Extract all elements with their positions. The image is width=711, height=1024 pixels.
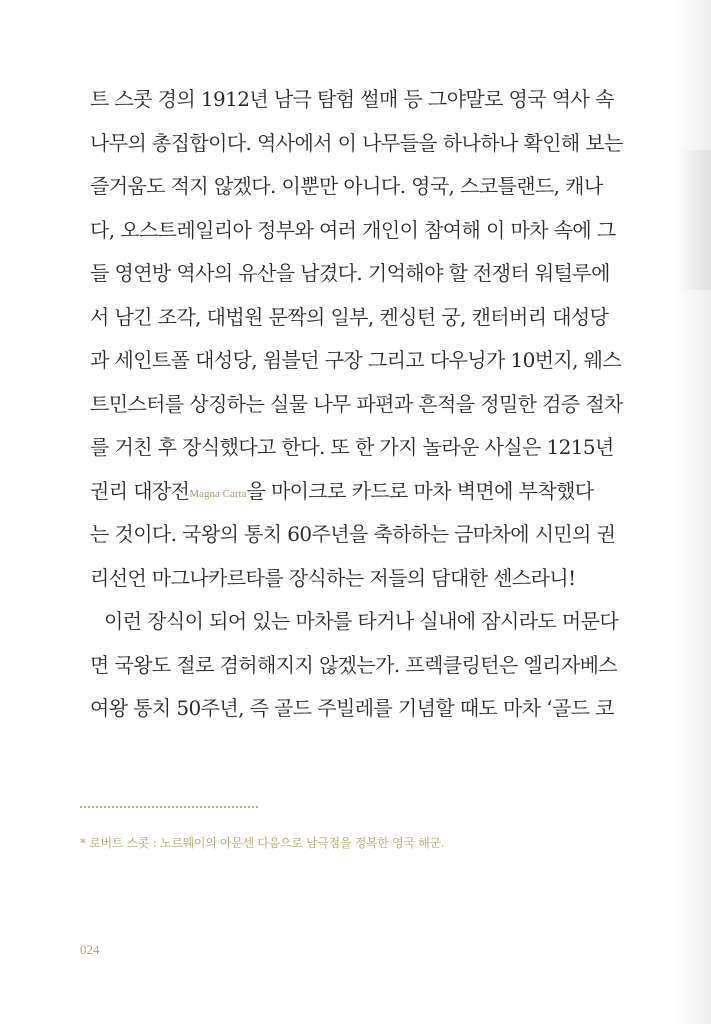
footnote-divider xyxy=(80,806,258,808)
body-text xyxy=(90,78,650,731)
text-line: 즐거움도 적지 않겠다. 이뿐만 아니다. 영국, 스코틀랜드, 캐나 xyxy=(90,174,603,198)
paragraph-first-line: 이런 장식이 되어 있는 마차를 타거나 실내에 잠시라도 머문다 xyxy=(104,609,619,633)
gloss-annotation: Magna Carta xyxy=(189,487,247,500)
text-line: 는 것이다. 국왕의 통치 60주년을 축하하는 금마차에 시민의 권 xyxy=(90,522,616,546)
text-line: 나무의 총집합이다. 역사에서 이 나무들을 하나하나 확인해 보는 xyxy=(90,130,623,155)
text-segment: 권리 대장전 xyxy=(90,478,190,503)
text-line: 리선언 마그나카르타를 장식하는 저들의 담대한 센스라니! xyxy=(90,565,576,590)
text-line: 면 국왕도 절로 겸허해지지 않겠는가. 프렉클링턴은 엘리자베스 xyxy=(90,652,618,677)
text-line-with-gloss xyxy=(90,470,650,514)
text-line: 여왕 통치 50주년, 즉 골드 주빌레를 기념할 때도 마차 ‘골드 코 xyxy=(90,696,614,720)
page-number: 024 xyxy=(80,942,100,957)
text-line: 를 거친 후 장식했다고 한다. 또 한 가지 놀라운 사실은 1215년 xyxy=(90,435,614,459)
footnote: * 로버트 스콧 : 노르웨이의 아문센 다음으로 남극점을 정복한 영국 해군. xyxy=(80,836,445,850)
text-line: 트민스터를 상징하는 실물 나무 파편과 흔적을 정밀한 검증 절차 xyxy=(90,391,623,416)
text-segment: 을 마이크로 카드로 마차 벽면에 부착했다 xyxy=(246,478,594,503)
page-edge-shadow xyxy=(681,150,711,290)
text-line: 들 영연방 역사의 유산을 남겼다. 기억해야 할 전쟁터 워털루에 xyxy=(90,261,610,285)
text-line: 다, 오스트레일리아 정부와 여러 개인이 참여해 이 마차 속에 그 xyxy=(90,217,616,242)
text-line: 과 세인트폴 대성당, 윔블던 구장 그리고 다우닝가 10번지, 웨스 xyxy=(90,348,622,372)
text-line: 트 스콧 경의 1912년 남극 탐험 썰매 등 그야말로 영국 역사 속 xyxy=(90,87,614,111)
text-line: 서 남긴 조각, 대법원 문짝의 일부, 켄싱턴 궁, 캔터버리 대성당 xyxy=(90,304,609,329)
